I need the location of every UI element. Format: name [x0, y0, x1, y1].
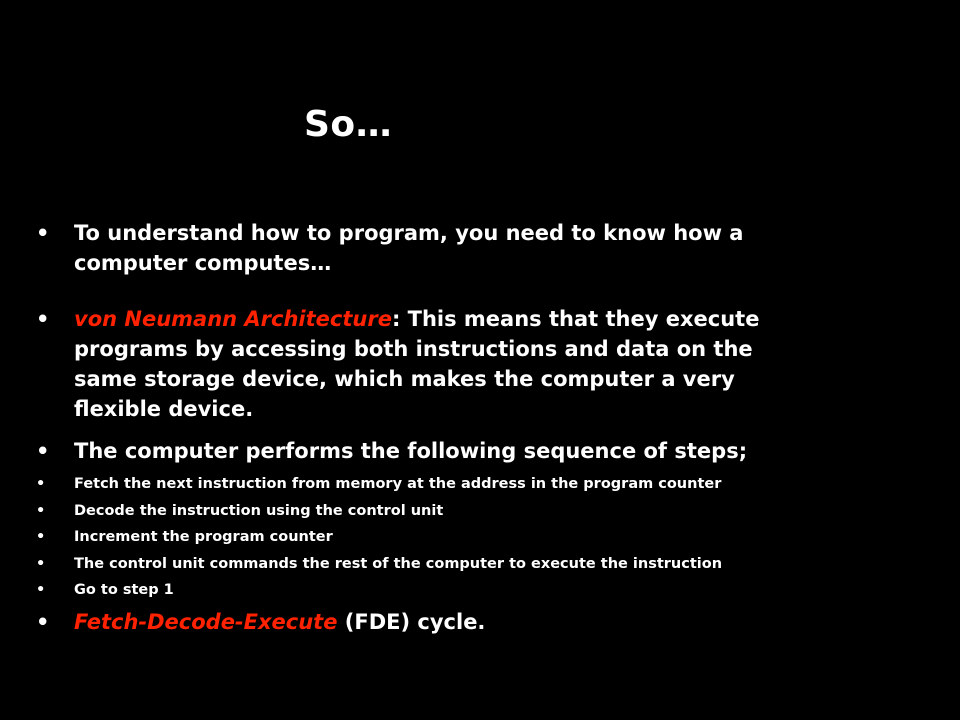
- bullet-highlight: von Neumann Architecture: [74, 307, 392, 331]
- bullet-dot: •: [36, 582, 46, 599]
- bullet-list: [36, 218, 816, 637]
- bullet-item: [36, 218, 816, 278]
- bullet-highlight: Fetch-Decode-Execute: [74, 609, 338, 634]
- bullet-dot: •: [36, 439, 50, 463]
- bullet-text: To understand how to program, you need to know how a computer computes…: [74, 221, 744, 275]
- bullet-item: [36, 304, 816, 424]
- bullet-text: Go to step 1: [74, 582, 174, 599]
- bullet-text: : This means that they execute programs by accessing both instructions and data on the same storage device, which makes the computer a very flexible device.: [74, 307, 760, 421]
- bullet-dot: •: [36, 476, 46, 492]
- bullet-text: Increment the program counter: [74, 529, 333, 546]
- bullet-dot: •: [36, 221, 50, 245]
- bullet-item: [36, 527, 816, 554]
- bullet-item: [36, 474, 816, 501]
- bullet-item: [36, 436, 816, 466]
- bullet-item: [36, 607, 816, 637]
- bullet-text: The control unit commands the rest of the computer to execute the instruction: [74, 555, 723, 572]
- bullet-dot: •: [36, 555, 46, 572]
- bullet-text: Fetch the next instruction from memory at the address in the program counter: [74, 476, 722, 492]
- bullet-dot: •: [36, 502, 46, 519]
- bullet-text: Decode the instruction using the control unit: [74, 502, 444, 519]
- bullet-item: [36, 501, 816, 528]
- bullet-dot: •: [36, 609, 50, 634]
- bullet-item: [36, 580, 816, 607]
- bullet-dot: •: [36, 529, 46, 546]
- slide-title: So…: [304, 104, 393, 145]
- bullet-text: (FDE) cycle.: [337, 609, 486, 634]
- bullet-item: [36, 554, 816, 581]
- bullet-text: The computer performs the following sequence of steps;: [74, 439, 748, 463]
- bullet-dot: •: [36, 307, 50, 331]
